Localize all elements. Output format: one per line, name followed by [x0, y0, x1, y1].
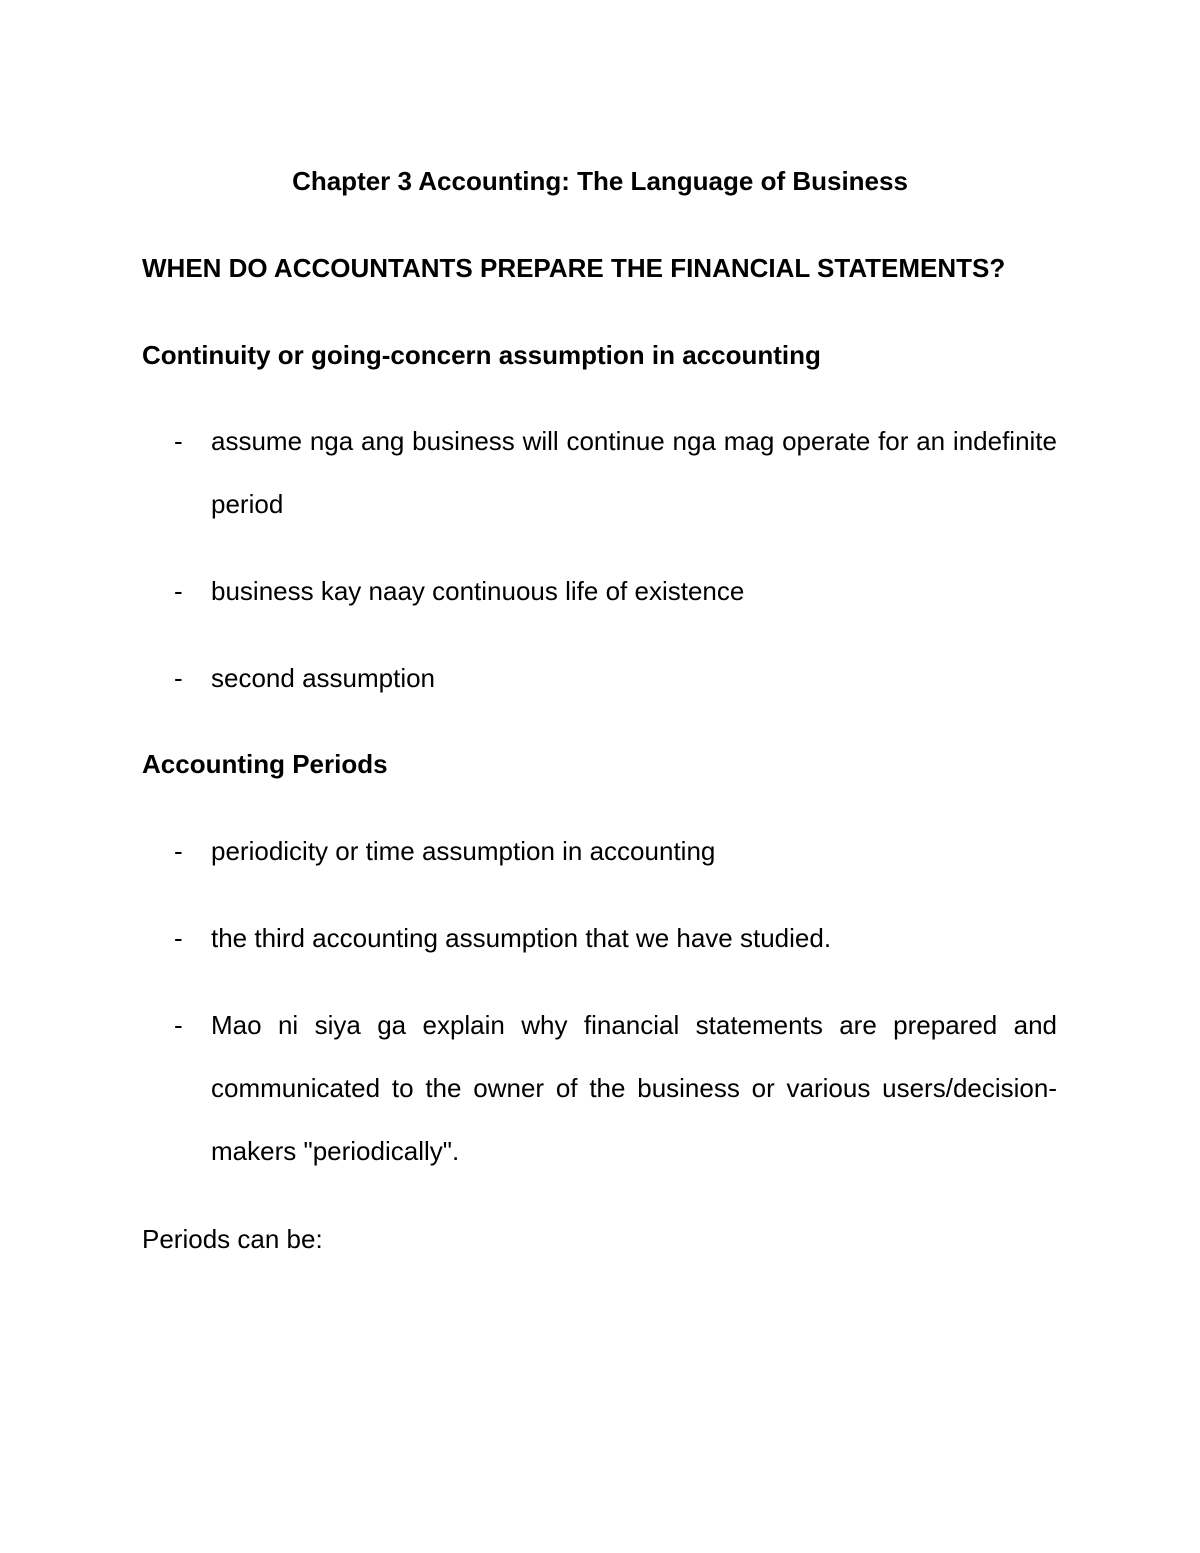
bullet-dash: -: [174, 923, 183, 953]
bullet-dash: -: [174, 663, 183, 693]
list-item-text: periodicity or time assumption in accounting: [211, 836, 716, 866]
section-periods-heading: Accounting Periods: [142, 749, 388, 779]
list-item-text: the third accounting assumption that we have studied.: [211, 923, 832, 953]
section-continuity-heading: Continuity or going-concern assumption in accounting: [142, 340, 821, 370]
list-item-text: second assumption: [211, 663, 436, 693]
bullet-dash: -: [174, 576, 183, 606]
list-item-text: Mao ni siya ga explain why financial statements are prepared and communicated to the owner of the business or various users/decision-makers "periodically".: [211, 1010, 1057, 1166]
list-item-text: assume nga ang business will continue nga mag operate for an indefinite period: [211, 426, 1057, 519]
document-title: Chapter 3 Accounting: The Language of Business: [292, 166, 908, 196]
bullet-dash: -: [174, 426, 183, 456]
bullet-dash: -: [174, 1010, 183, 1040]
closing-text: Periods can be:: [142, 1224, 323, 1254]
section-question-heading: WHEN DO ACCOUNTANTS PREPARE THE FINANCIAL STATEMENTS?: [142, 253, 1006, 283]
list-item-text: business kay naay continuous life of existence: [211, 576, 745, 606]
bullet-dash: -: [174, 836, 183, 866]
